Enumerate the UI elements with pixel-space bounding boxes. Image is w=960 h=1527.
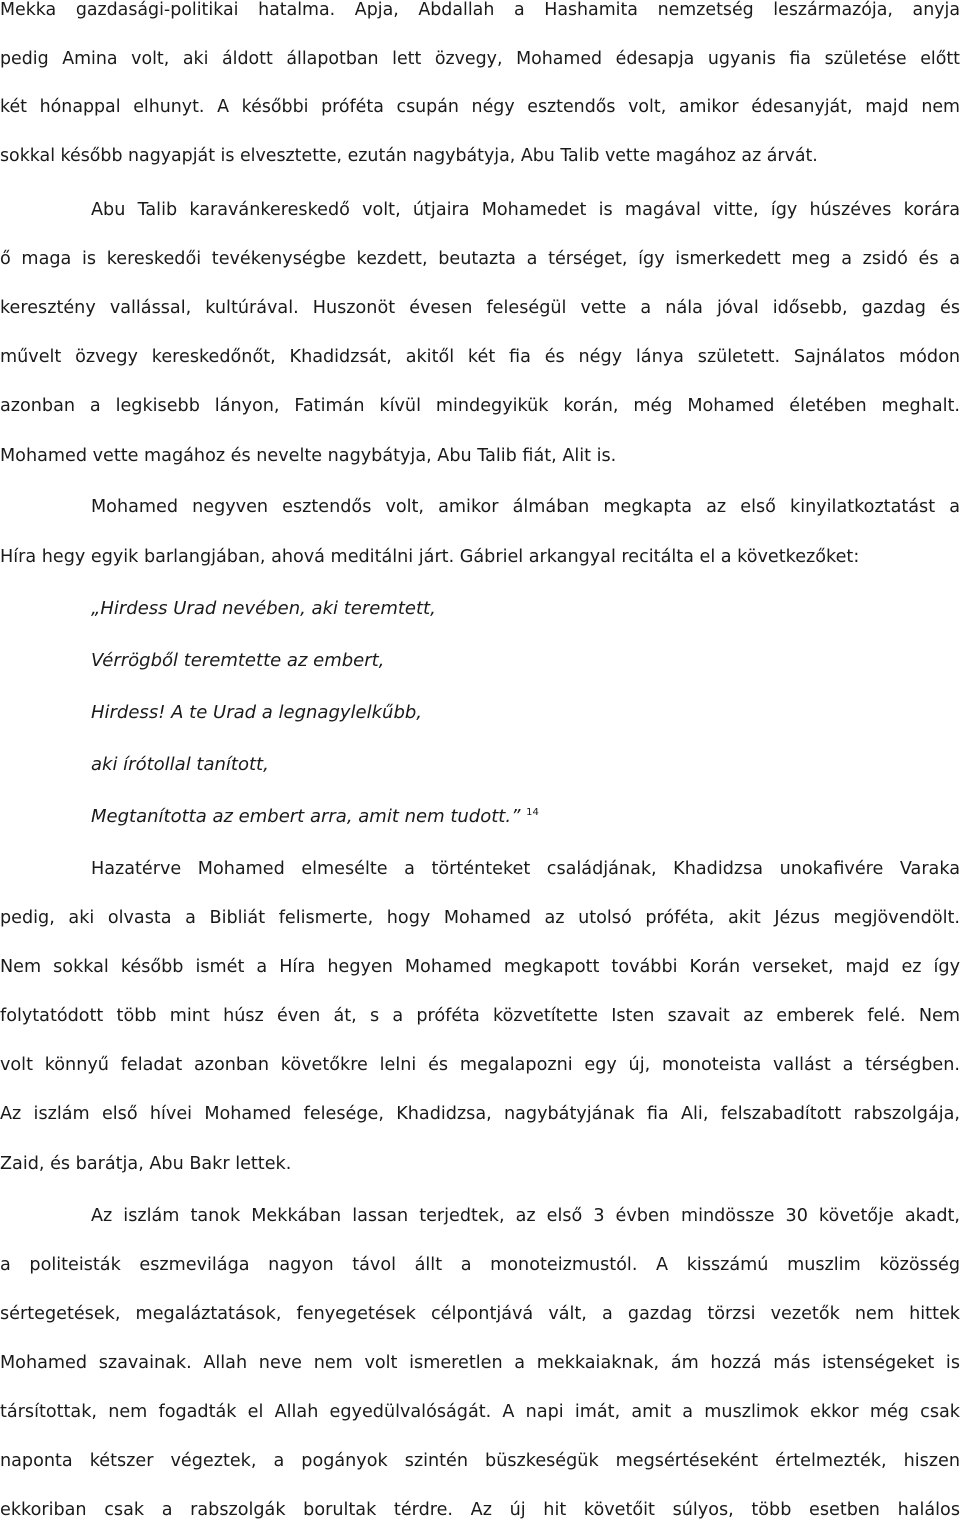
verse-line-5 bbox=[91, 800, 960, 834]
paragraph5-line-3: sértegetések, megaláztatások, fenyegetések célpontjává vált, a gazdag törzsi vezetők nem hittek bbox=[0, 1304, 960, 1324]
paragraph4-line-4: folytatódott több mint húsz éven át, s a próféta közvetítette Isten szavait az emberek felé. Nem bbox=[0, 1006, 960, 1026]
paragraph5-line-7: ekkoriban csak a rabszolgák borultak térdre. Az új hit követőit súlyos, több esetben halálos bbox=[0, 1500, 960, 1520]
paragraph4-line-2: pedig, aki olvasta a Bibliát felismerte, hogy Mohamed az utolsó próféta, akit Jézus megjövendölt. bbox=[0, 908, 960, 928]
paragraph4-line-1: Hazatérve Mohamed elmesélte a történteket családjának, Khadidzsa unokafivére Varaka bbox=[91, 859, 960, 879]
paragraph1-line-2: pedig Amina volt, aki áldott állapotban lett özvegy, Mohamed édesapja ugyanis fia születése előtt bbox=[0, 49, 960, 69]
paragraph4-line-7: Zaid, és barátja, Abu Bakr lettek. bbox=[0, 1154, 292, 1174]
footnote-marker: 14 bbox=[526, 807, 539, 818]
paragraph5-line-2: a politeisták eszmevilága nagyon távol állt a monoteizmustól. A kisszámú muszlim közösség bbox=[0, 1255, 960, 1275]
paragraph2-line-4: művelt özvegy kereskedőnőt, Khadidzsát, akitől két fia és négy lánya született. Sajnálatos módon bbox=[0, 347, 960, 367]
paragraph5-line-5: társítottak, nem fogadták el Allah egyedülvalóságát. A napi imát, amit a muszlimok ekkor még csak bbox=[0, 1402, 960, 1422]
paragraph3-line-2: Híra hegy egyik barlangjában, ahová meditálni járt. Gábriel arkangyal recitálta el a következőket: bbox=[0, 547, 860, 567]
paragraph1-line-1: Mekka gazdasági-politikai hatalma. Apja, Abdallah a Hashamita nemzetség leszármazója, anyja bbox=[0, 0, 960, 20]
paragraph3-line-1: Mohamed negyven esztendős volt, amikor álmában megkapta az első kinyilatkoztatást a bbox=[91, 497, 960, 517]
paragraph4-line-6: Az iszlám első hívei Mohamed felesége, Khadidzsa, nagybátyjának fia Ali, felszabadított rabszolgája, bbox=[0, 1104, 960, 1124]
paragraph2-line-3: keresztény vallással, kultúrával. Huszonöt évesen feleségül vette a nála jóval idősebb, gazdag és bbox=[0, 298, 960, 318]
paragraph4-line-3: Nem sokkal később ismét a Híra hegyen Mohamed megkapott további Korán verseket, majd ez így bbox=[0, 957, 960, 977]
paragraph4-line-5: volt könnyű feladat azonban követőkre lelni és megalapozni egy új, monoteista vallást a térségben. bbox=[0, 1055, 960, 1075]
paragraph5-line-6: naponta kétszer végeztek, a pogányok szintén büszkeségük megsértéseként értelmezték, hiszen bbox=[0, 1451, 960, 1471]
verse-line-1: „Hirdess Urad nevében, aki teremtett, bbox=[91, 598, 436, 619]
paragraph2-line-2: ő maga is kereskedői tevékenységbe kezdett, beutazta a térséget, így ismerkedett meg a zsidó és a bbox=[0, 249, 960, 269]
paragraph2-line-6: Mohamed vette magához és nevelte nagybátyja, Abu Talib fiát, Alit is. bbox=[0, 446, 617, 466]
paragraph1-line-4: sokkal később nagyapját is elvesztette, ezután nagybátyja, Abu Talib vette magához az árvát. bbox=[0, 146, 818, 166]
verse-line-3: Hirdess! A te Urad a legnagylelkűbb, bbox=[91, 702, 423, 723]
paragraph1-line-3: két hónappal elhunyt. A későbbi próféta csupán négy esztendős volt, amikor édesanyját, majd nem bbox=[0, 97, 960, 117]
verse-line-5-text: Megtanította az embert arra, amit nem tudott.” bbox=[91, 806, 521, 827]
verse-line-2: Vérrögből teremtette az embert, bbox=[91, 650, 385, 671]
paragraph5-line-1: Az iszlám tanok Mekkában lassan terjedtek, az első 3 évben mindössze 30 követője akadt, bbox=[91, 1206, 960, 1226]
paragraph5-line-4: Mohamed szavainak. Allah neve nem volt ismeretlen a mekkaiaknak, ám hozzá más istenségeket is bbox=[0, 1353, 960, 1373]
paragraph2-line-5: azonban a legkisebb lányon, Fatimán kívül mindegyikük korán, még Mohamed életében meghalt. bbox=[0, 396, 960, 416]
verse-line-4: aki írótollal tanított, bbox=[91, 754, 269, 775]
paragraph2-line-1: Abu Talib karavánkereskedő volt, útjaira Mohamedet is magával vitte, így húszéves korára bbox=[91, 200, 960, 220]
